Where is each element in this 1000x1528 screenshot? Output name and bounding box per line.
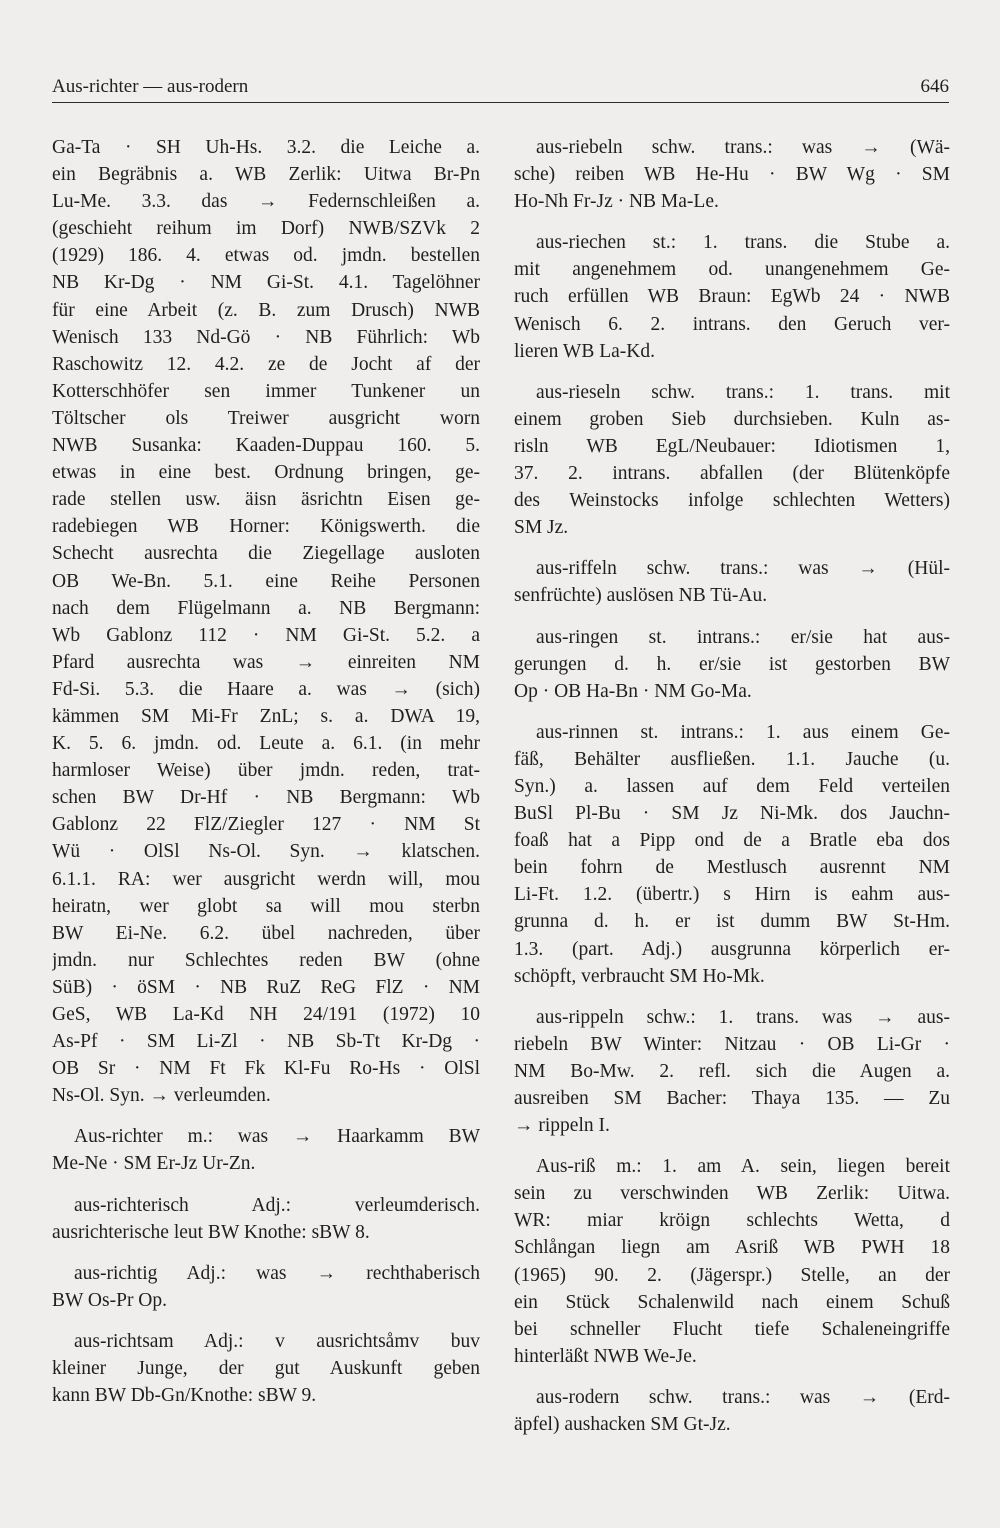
entry-text-line: bein fohrn de Mestlusch ausrennt NM: [514, 857, 950, 879]
entry-text-line: Kotterschhöfer sen immer Tunkener un: [52, 380, 480, 402]
dictionary-entry: [514, 379, 950, 542]
entry-text-line: kämmen SM Mi-Fr ZnL; s. a. DWA 19,: [52, 705, 480, 727]
entry-text-line: BW Os-Pr Op.: [52, 1289, 168, 1311]
entry-text-line: rade stellen usw. äisn äsrichtn Eisen ge-: [52, 489, 480, 511]
dictionary-entry: [514, 229, 950, 364]
entry-text-line: Wü · OlSl Ns-Ol. Syn. → klatschen.: [52, 841, 480, 863]
entry-headline: aus-richtig Adj.: was → rechthaberisch: [74, 1262, 480, 1284]
left-column: [52, 134, 480, 1423]
entry-text-line: für eine Arbeit (z. B. zum Drusch) NWB: [52, 299, 480, 321]
entry-text-line: fäß, Behälter ausfließen. 1.1. Jauche (u.: [514, 748, 950, 770]
entry-headline: aus-ringen st. intrans.: er/sie hat aus-: [536, 626, 950, 648]
entry-text-line: 37. 2. intrans. abfallen (der Blütenköpfe: [514, 463, 950, 485]
entry-text-line: harmloser Weise) über jmdn. reden, trat-: [52, 760, 480, 782]
entry-headline: aus-richterisch Adj.: verleumderisch.: [74, 1194, 480, 1216]
entry-text-line: hinterläßt NWB We-Je.: [514, 1345, 697, 1367]
entry-text-line: As-Pf · SM Li-Zl · NB Sb-Tt Kr-Dg ·: [52, 1031, 480, 1053]
entry-text-line: 6.1.1. RA: wer ausgricht werdn will, mou: [52, 868, 480, 890]
entry-headline: aus-rippeln schw.: 1. trans. was → aus-: [536, 1006, 950, 1028]
entry-text-line: Lu-Me. 3.3. das → Federnschleißen a.: [52, 191, 480, 213]
dictionary-entry: [514, 1004, 950, 1139]
entry-text-line: NM Bo-Mw. 2. refl. sich die Augen a.: [514, 1060, 950, 1082]
entry-text-line: schen BW Dr-Hf · NB Bergmann: Wb: [52, 787, 480, 809]
entry-text-line: Schlångan liegn am Asriß WB PWH 18: [514, 1237, 950, 1259]
entry-text-line: BuSl Pl-Bu · SM Jz Ni-Mk. dos Jauchn-: [514, 803, 950, 825]
entry-text-line: foaß hat a Pipp ond de a Bratle eba dos: [514, 830, 950, 852]
entry-headline: Aus-riß m.: 1. am A. sein, liegen bereit: [536, 1156, 950, 1178]
entry-text-line: lieren WB La-Kd.: [514, 340, 655, 362]
dictionary-entry: [52, 1192, 480, 1246]
entry-text-line: 1.3. (part. Adj.) ausgrunna körperlich er-: [514, 938, 950, 960]
entry-headline: aus-riechen st.: 1. trans. die Stube a.: [536, 232, 950, 254]
entry-text-line: sche) reiben WB He-Hu · BW Wg · SM: [514, 164, 950, 186]
entry-text-line: Ns-Ol. Syn. → verleumden.: [52, 1085, 271, 1107]
entry-text-line: gerungen d. h. er/sie ist gestorben BW: [514, 653, 950, 675]
entry-text-line: Ho-Nh Fr-Jz · NB Ma-Le.: [514, 191, 719, 213]
entry-text-line: → rippeln I.: [514, 1115, 610, 1137]
entry-text-line: kann BW Db-Gn/Knothe: sBW 9.: [52, 1385, 317, 1407]
entry-headline: aus-rinnen st. intrans.: 1. aus einem Ge-: [536, 721, 950, 743]
entry-text-line: mit angenehmem od. unangenehmem Ge-: [514, 259, 950, 281]
entry-text-line: nach dem Flügelmann a. NB Bergmann:: [52, 597, 480, 619]
entry-text-line: K. 5. 6. jmdn. od. Leute a. 6.1. (in mehr: [52, 733, 480, 755]
entry-text-line: grunna d. h. er ist dumm BW St-Hm.: [514, 911, 950, 933]
entry-headline: aus-riffeln schw. trans.: was → (Hül-: [536, 558, 950, 580]
entry-text-line: Fd-Si. 5.3. die Haare a. was → (sich): [52, 678, 480, 700]
page-number: 646: [920, 76, 949, 97]
entry-text-line: senfrüchte) auslösen NB Tü-Au.: [514, 585, 768, 607]
entry-text-line: Töltscher ols Treiwer ausgricht worn: [52, 407, 480, 429]
entry-text-line: Pfard ausrechta was → einreiten NM: [52, 651, 480, 673]
entry-text-line: Raschowitz 12. 4.2. ze de Jocht af der: [52, 353, 480, 375]
entry-text-line: etwas in eine best. Ordnung bringen, ge-: [52, 462, 480, 484]
dictionary-entry: [514, 555, 950, 609]
dictionary-entry: [514, 134, 950, 215]
running-head: Aus-richter — aus-rodern: [52, 76, 249, 97]
dictionary-entry: [52, 1328, 480, 1409]
entry-text-line: OB We-Bn. 5.1. eine Reihe Personen: [52, 570, 480, 592]
entry-text-line: ruch erfüllen WB Braun: EgWb 24 · NWB: [514, 286, 950, 308]
entry-text-line: ausreiben SM Bacher: Thaya 135. — Zu: [514, 1088, 950, 1109]
entry-text-line: heiratn, wer globt sa will mou sterbn: [52, 895, 480, 917]
entry-text-line: Li-Ft. 1.2. (übertr.) s Hirn is eahm aus-: [514, 884, 950, 906]
entry-text-line: OB Sr · NM Ft Fk Kl-Fu Ro-Hs · OlSl: [52, 1058, 480, 1080]
dictionary-entry: [514, 624, 950, 705]
dictionary-entry: [52, 1260, 480, 1314]
entry-text-line: ein Stück Schalenwild nach einem Schuß: [514, 1291, 950, 1313]
right-column: [514, 134, 950, 1452]
entry-text-line: Wb Gablonz 112 · NM Gi-St. 5.2. a: [52, 624, 480, 646]
entry-text-line: SM Jz.: [514, 517, 569, 539]
entry-headline: aus-rieseln schw. trans.: 1. trans. mit: [536, 381, 950, 403]
entry-text-line: sein zu verschwinden WB Zerlik: Uitwa.: [514, 1183, 950, 1205]
entry-text-line: Wenisch 6. 2. intrans. den Geruch ver-: [514, 313, 950, 335]
entry-text-line: kleiner Junge, der gut Auskunft geben: [52, 1358, 480, 1380]
entry-headline: Ga-Ta · SH Uh-Hs. 3.2. die Leiche a.: [52, 137, 480, 158]
entry-text-line: Wenisch 133 Nd-Gö · NB Führlich: Wb: [52, 326, 480, 348]
entry-text-line: riebeln BW Winter: Nitzau · OB Li-Gr ·: [514, 1033, 950, 1055]
entry-text-line: jmdn. nur Schlechtes reden BW (ohne: [52, 949, 480, 971]
entry-text-line: äpfel) aushacken SM Gt-Jz.: [514, 1414, 731, 1436]
entry-text-line: ein Begräbnis a. WB Zerlik: Uitwa Br-Pn: [52, 164, 480, 186]
entry-text-line: ausrichterische leut BW Knothe: sBW 8.: [52, 1221, 370, 1243]
entry-text-line: SüB) · öSM · NB RuZ ReG FlZ · NM: [52, 976, 480, 998]
dictionary-entry: [52, 134, 480, 1109]
dictionary-entry: [52, 1123, 480, 1177]
dictionary-entry: [514, 1153, 950, 1370]
entry-headline: aus-riebeln schw. trans.: was → (Wä-: [536, 137, 950, 158]
entry-text-line: WR: miar kröign schlechts Wetta, d: [514, 1210, 950, 1232]
page-header: [52, 74, 949, 103]
entry-text-line: Syn.) a. lassen auf dem Feld verteilen: [514, 775, 950, 797]
entry-headline: aus-richtsam Adj.: v ausrichtsåmv buv: [74, 1330, 480, 1352]
entry-text-line: des Weinstocks infolge schlechten Wetters): [514, 490, 950, 512]
entry-text-line: bei schneller Flucht tiefe Schaleneingriffe: [514, 1318, 950, 1340]
entry-text-line: Op · OB Ha-Bn · NM Go-Ma.: [514, 680, 752, 702]
entry-headline: Aus-richter m.: was → Haarkamm BW: [74, 1126, 480, 1148]
entry-text-line: einem groben Sieb durchsieben. Kuln as-: [514, 408, 950, 430]
entry-text-line: (1929) 186. 4. etwas od. jmdn. bestellen: [52, 245, 480, 267]
entry-text-line: (geschieht reihum im Dorf) NWB/SZVk 2: [52, 218, 480, 240]
entry-text-line: schöpft, verbraucht SM Ho-Mk.: [514, 965, 765, 987]
entry-text-line: Gablonz 22 FlZ/Ziegler 127 · NM St: [52, 814, 480, 836]
entry-text-line: (1965) 90. 2. (Jägerspr.) Stelle, an der: [514, 1264, 950, 1286]
entry-text-line: BW Ei-Ne. 6.2. übel nachreden, über: [52, 922, 480, 944]
entry-text-line: GeS, WB La-Kd NH 24/191 (1972) 10: [52, 1004, 480, 1025]
entry-headline: aus-rodern schw. trans.: was → (Erd-: [536, 1386, 950, 1408]
entry-text-line: NWB Susanka: Kaaden-Duppau 160. 5.: [52, 435, 480, 457]
entry-text-line: radebiegen WB Horner: Königswerth. die: [52, 516, 480, 538]
dictionary-entry: [514, 1384, 950, 1438]
entry-text-line: NB Kr-Dg · NM Gi-St. 4.1. Tagelöhner: [52, 272, 480, 294]
dictionary-entry: [514, 719, 950, 990]
entry-text-line: risln WB EgL/Neubauer: Idiotismen 1,: [514, 435, 950, 457]
entry-text-line: Schecht ausrechta die Ziegellage ausloten: [52, 543, 480, 565]
entry-text-line: Me-Ne · SM Er-Jz Ur-Zn.: [52, 1153, 256, 1175]
